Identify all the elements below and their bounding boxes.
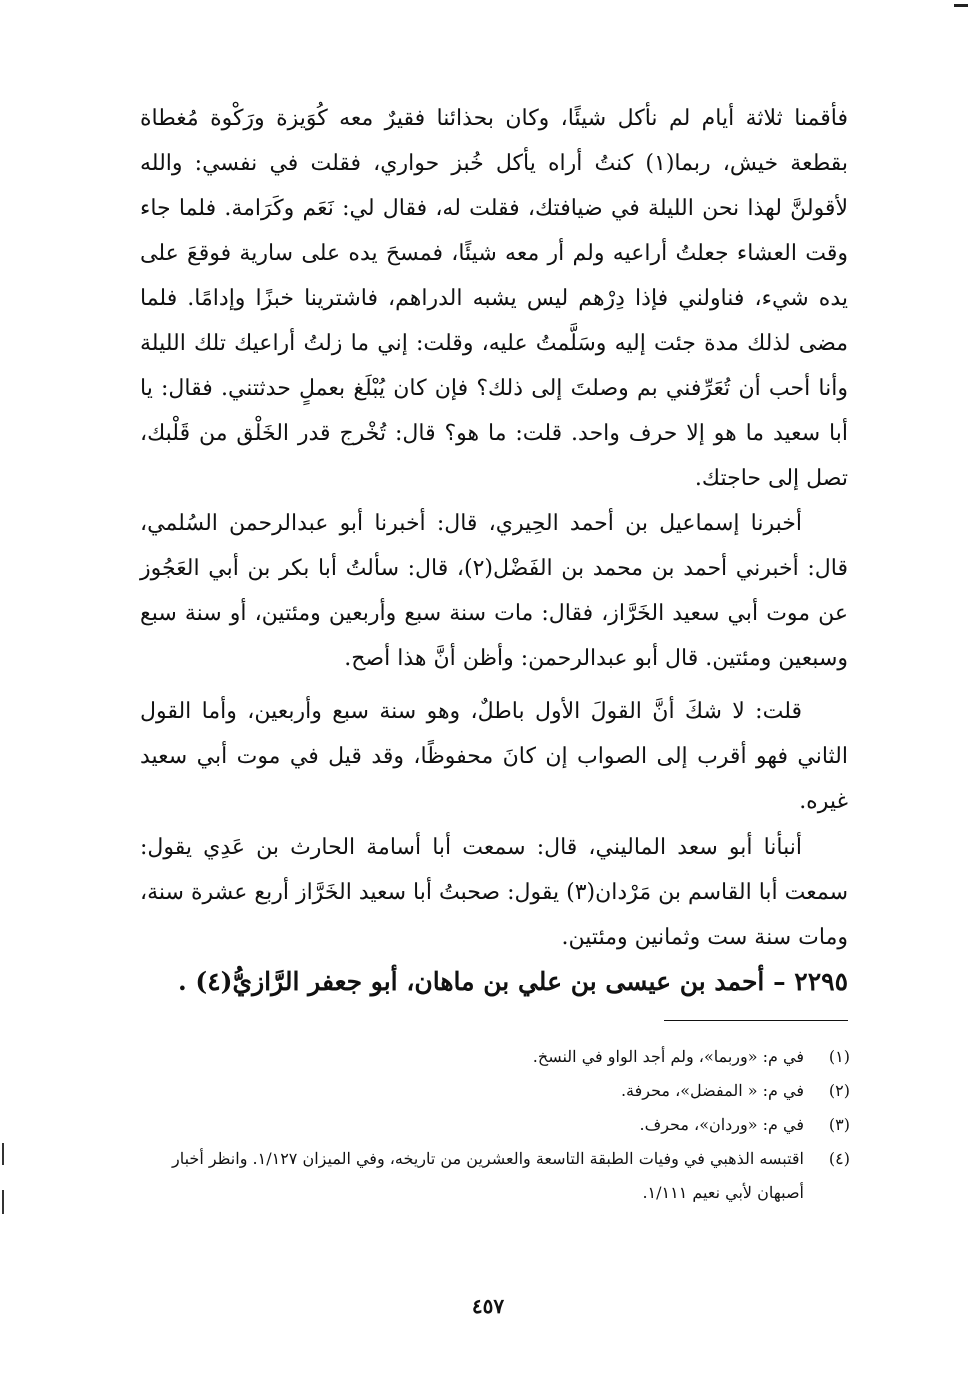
paragraph-3 [140,689,848,824]
footnote-text: اقتبسه الذهبي في وفيات الطبقة التاسعة والعشرين من تاريخه، وفي الميزان ١/١٢٧. وانظر أخبار أصبهان لأبي نعيم ١/١١١. [172,1149,804,1202]
paragraph-text: فأقمنا ثلاثة أيام لم نأكل شيئًا، وكان بحذائنا فقيرٌ معه كُوَيزة ورَكْوة مُغطاة بقطعة خيش، ربما(١) كنتُ أراه يأكل خُبز حواري، فقلت في نفسي: والله لأقولنَّ لهذا نحن الليلة في ضيافتك، فقلت له، فقال لي: نَعَم وكَرَامة. فلما جاء وقت العشاء جعلتُ أراعيه ولم أر معه شيئًا، فمسحَ يده على سارية فوقعَ على يده شيء، فناولني فإذا دِرْهم ليس يشبه الدراهم، فاشترينا خبزًا وإدامًا. فلما مضى لذلك مدة جئت إليه وسَلَّمتُ عليه، وقلت: إني ما زلتُ أراعيك تلك الليلة وأنا أحب أن تُعَرِّفني بم وصلتَ إلى ذلك؟ فإن كان يُبْلَغ بعملٍ حدثتني. فقال: يا أبا سعيد ما هو إلا حرف واحد. قلت: ما هو؟ قال: تُخْرج قدر الخَلْق من قَلْبك، تصل إلى حاجتك. [140,106,848,491]
entry-heading: ٢٢٩٥ – أحمد بن عيسى بن علي بن ماهان، أبو جعفر الرَّازيُّ(٤) . [177,967,848,996]
paragraph-1 [140,96,848,501]
footnote-3 [140,1108,850,1142]
footnote-number: (٢) [828,1081,850,1100]
footnote-1 [140,1040,850,1074]
footnote-number: (٣) [828,1115,850,1134]
paragraph-text: قلت: لا شكَ أنَّ القولَ الأول باطلٌ، وهو سنة سبع وأربعين، وأما القول الثاني فهو أقرب إلى الصواب إن كانَ محفوظًا، وقد قيل في موت أبي سعيد غيره. [140,699,848,814]
paragraph-4 [140,825,848,960]
footnote-number: (١) [828,1047,850,1066]
scan-margin-mark [2,1143,4,1165]
paragraph-text: أخبرنا إسماعيل بن أحمد الحِيري، قال: أخبرنا أبو عبدالرحمن السُلمي، قال: أخبرني أحمد بن محمد بن الفَضْل(٢)، قال: سألتُ أبا بكر بن أبي العَجُوز عن موت أبي سعيد الخَرَّاز، فقال: مات سنة سبع وأربعين ومئتين، أو سنة سبع وسبعين ومئتين. قال أبو عبدالرحمن: وأظن أنَّ هذا أصح. [140,511,848,671]
footnote-number: (٤) [828,1149,850,1168]
footnote-2 [140,1074,850,1108]
footnote-divider [664,1020,848,1021]
footnote-text: في م: «وردان»، محرف. [639,1115,804,1134]
footnote-4 [140,1142,850,1210]
paragraph-text: أنبأنا أبو سعد الماليني، قال: سمعت أبا أسامة الحارث بن عَدِي يقول: سمعت أبا القاسم بن مَرْدان(٣) يقول: صحبتُ أبا سعيد الخَرَّاز أربع عشرة سنة، ومات سنة ست وثمانين ومئتين. [140,835,849,950]
footnotes [140,1040,850,1210]
footnote-text: في م: «وربما»، ولم أجد الواو في النسخ. [532,1047,804,1066]
page-number: ٤٥٧ [471,1294,505,1318]
footnote-text: في م: « المفضل»، محرفة. [620,1081,804,1100]
paragraph-2 [140,501,848,681]
scan-margin-mark [2,1190,4,1214]
scan-corner-mark [954,4,968,7]
